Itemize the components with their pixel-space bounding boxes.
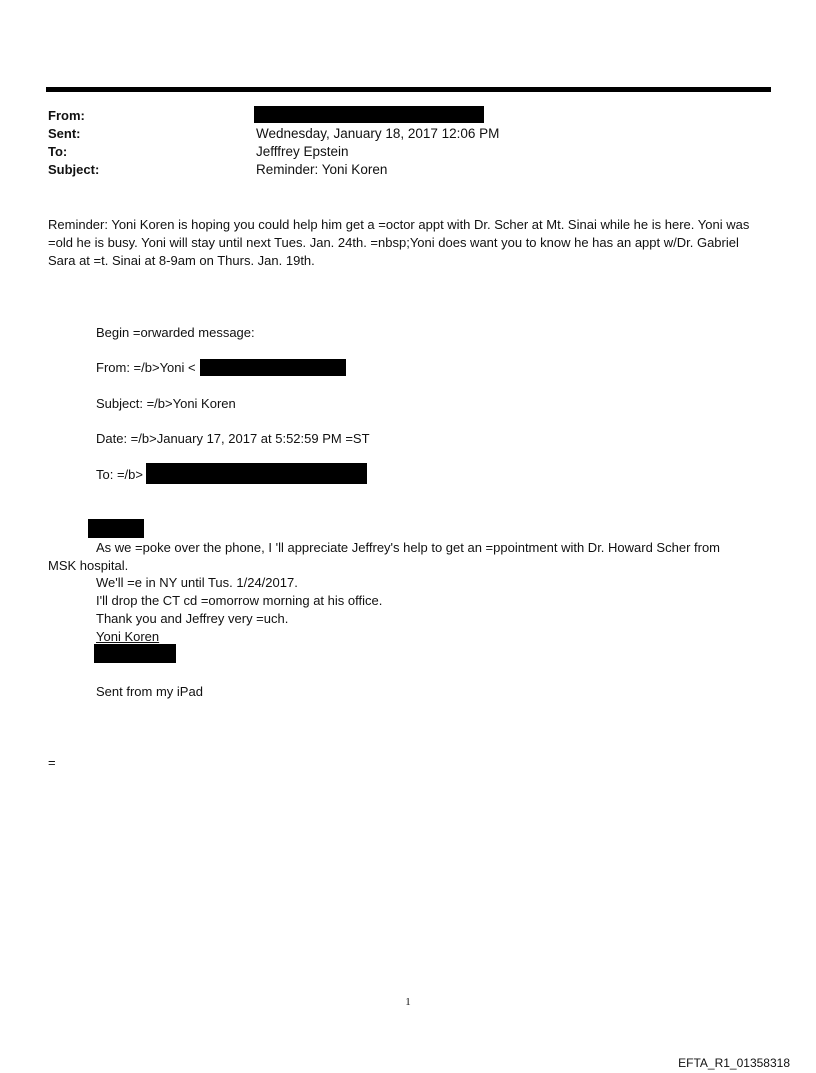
from-label: From: <box>48 108 85 123</box>
forward-date: Date: =/b>January 17, 2017 at 5:52:59 PM =ST <box>96 431 370 446</box>
bates-number: EFTA_R1_01358318 <box>678 1056 790 1070</box>
forward-subject: Subject: =/b>Yoni Koren <box>96 396 236 411</box>
greeting-redaction <box>88 519 144 538</box>
sent-from-line: Sent from my iPad <box>96 684 203 699</box>
forward-to: To: =/b> <box>96 467 143 482</box>
forward-begin: Begin =orwarded message: <box>96 325 255 340</box>
message-line-4: Thank you and Jeffrey very =uch. <box>96 611 289 626</box>
subject-label: Subject: <box>48 162 100 177</box>
to-value: Jefffrey Epstein <box>256 144 349 159</box>
from-redaction <box>254 106 484 123</box>
header-rule <box>46 87 771 92</box>
message-line-1: As we =poke over the phone, I 'll appreciate Jeffrey's help to get an =ppointment with Dr. Howard Scher from <box>96 540 721 555</box>
page-number: 1 <box>405 996 411 1008</box>
body-paragraph: Reminder: Yoni Koren is hoping you could help him get a =octor appt with Dr. Scher at Mt. Sinai while he is here. Yoni was =old he is busy. Yoni will stay until next Tues. Jan. 24th. =nbsp;Yoni does want you to know he has an appt w/Dr. Gabriel Sara at =t. Sinai at 8-9am on Thurs. Jan. 19th. <box>48 217 750 268</box>
subject-value: Reminder: Yoni Koren <box>256 162 388 177</box>
signature-name: Yoni Koren <box>96 629 160 644</box>
sent-value: Wednesday, January 18, 2017 12:06 PM <box>256 126 500 141</box>
sent-label: Sent: <box>48 126 81 141</box>
trailing-equals: = <box>48 755 56 770</box>
message-line-2: We'll =e in NY until Tus. 1/24/2017. <box>96 575 298 590</box>
forward-to-redaction <box>146 463 367 484</box>
forward-from-redaction <box>200 359 346 376</box>
signature-redaction <box>94 644 176 663</box>
forward-from: From: =/b>Yoni < <box>96 360 196 375</box>
to-label: To: <box>48 144 68 159</box>
message-line-1-cont: MSK hospital. <box>48 558 129 573</box>
message-line-3: I'll drop the CT cd =omorrow morning at his office. <box>96 593 383 608</box>
